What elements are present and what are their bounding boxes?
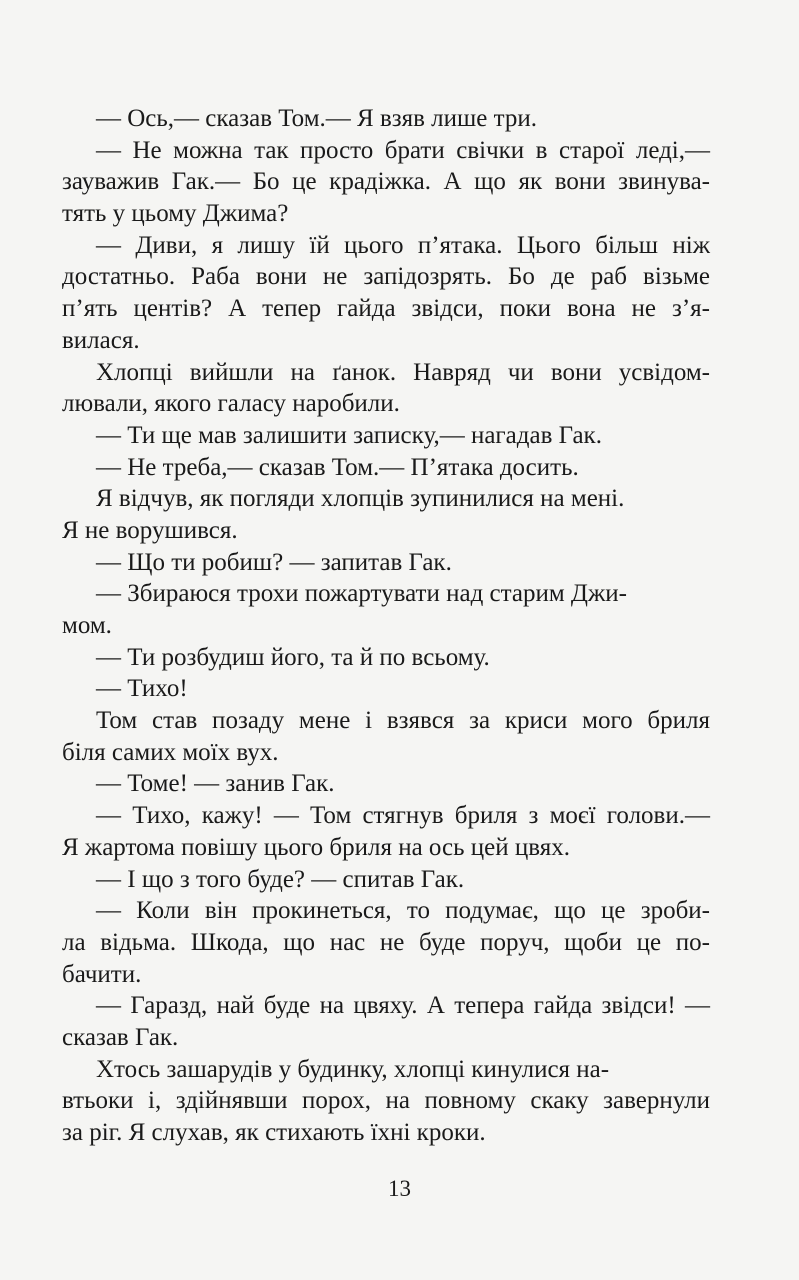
text-line: зауважив Гак.— Бо це крадіжка. А що як вони звинува- (62, 168, 710, 196)
text-line: — Ось,— сказав Том.— Я взяв лише три. (96, 105, 537, 132)
text-line: Я жартома повішу цього бриля на ось цей цвях. (62, 833, 570, 861)
text-line: лювали, якого галасу наробили. (62, 390, 400, 418)
text-line: Хтось зашарудів у будинку, хлопці кинулися на- (96, 1055, 610, 1083)
text-line: мом. (62, 612, 112, 639)
text-line: — Збираюся трохи пожартувати над старим Джи- (96, 580, 627, 608)
text-line: достатньо. Раба вони не запідозрять. Бо де раб візьме (62, 263, 710, 291)
text-line: — Томе! — занив Гак. (96, 770, 335, 798)
text-line: — Ти розбудиш його, та й по всьому. (96, 643, 490, 671)
text-line: за ріг. Я слухав, як стихають їхні кроки. (62, 1119, 486, 1146)
text-line: Том став позаду мене і взявся за криси мого бриля (96, 707, 710, 735)
text-line: Я відчув, як погляди хлопців зупинилися на мені. (96, 485, 625, 513)
text-line: бачити. (62, 960, 142, 988)
text-line: втьоки і, здійнявши порох, на повному скаку завернули (62, 1087, 710, 1115)
text-line: — Що ти робиш? — запитав Гак. (96, 548, 452, 576)
body-text (62, 103, 710, 1149)
text-line: — Гаразд, най буде на цвяху. А тепера гайда звідси! — (96, 992, 710, 1020)
text-line: п’ять центів? А тепер гайда звідси, поки вона не з’я- (62, 295, 710, 323)
text-line: ла відьма. Шкода, що нас не буде поруч, щоби це по- (62, 928, 710, 956)
text-line: — Коли він прокинеться, то подумає, що це зроби- (96, 897, 710, 925)
text-line: Хлопці вийшли на ґанок. Навряд чи вони усвідом- (96, 358, 710, 386)
text-line: тять у цьому Джима? (62, 200, 289, 228)
text-line: Я не ворушився. (62, 516, 238, 544)
page-number: 13 (388, 1176, 411, 1201)
text-line: — Диви, я лишу їй цього п’ятака. Цього більш ніж (96, 231, 710, 259)
text-line: — Не можна так просто брати свічки в старої леді,— (96, 136, 710, 164)
text-line: — Тихо, кажу! — Том стягнув бриля з моєї голови.— (96, 802, 710, 830)
text-line: вилася. (62, 326, 140, 354)
text-line: — І що з того буде? — спитав Гак. (96, 865, 465, 893)
text-line: — Не треба,— сказав Том.— П’ятака досить. (96, 453, 579, 481)
text-line: — Тихо! (96, 675, 188, 703)
text-line: — Ти ще мав залишити записку,— нагадав Гак. (96, 421, 602, 449)
text-line: біля самих моїх вух. (62, 738, 279, 766)
text-line: сказав Гак. (62, 1023, 179, 1051)
